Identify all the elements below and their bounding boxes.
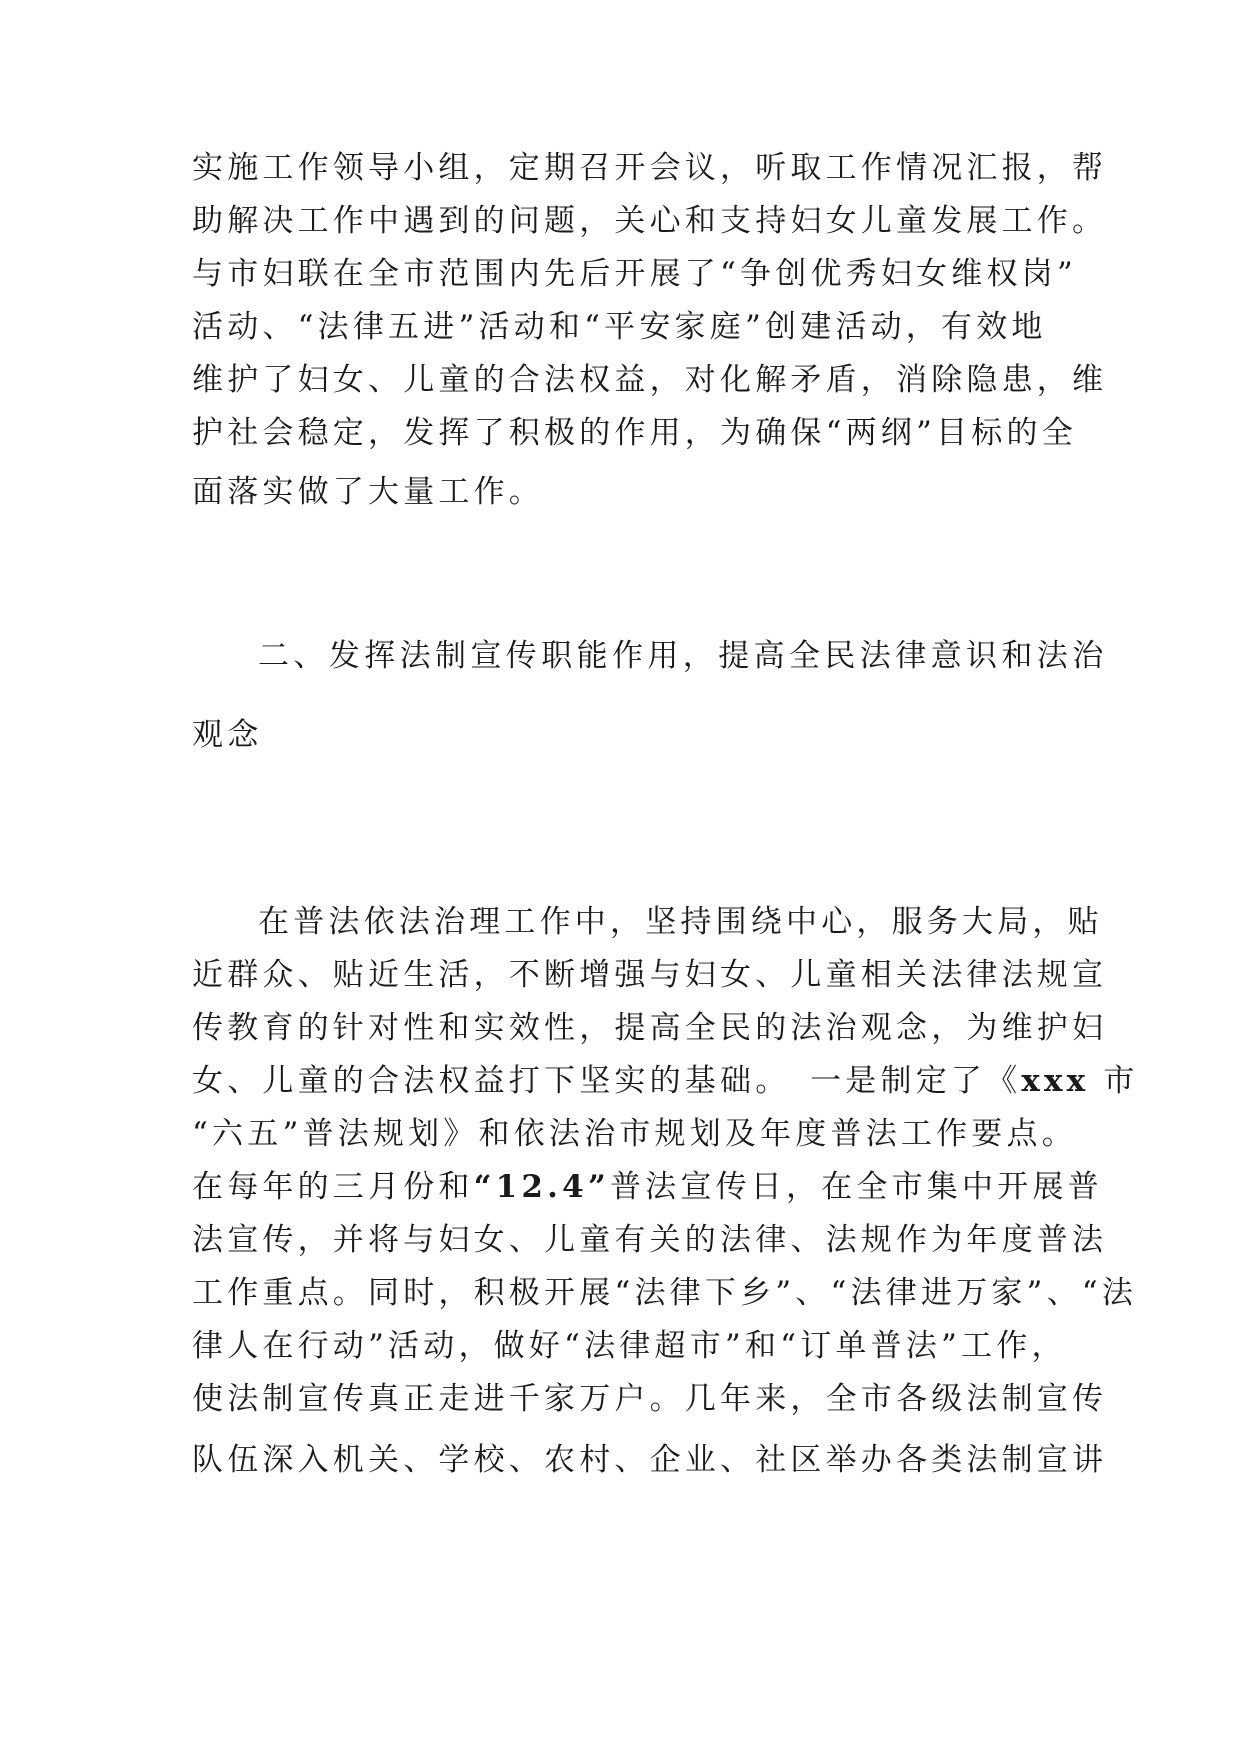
paragraph-2-line-3: 传教育的针对性和实效性，提高全民的法治观念，为维护妇 — [192, 1010, 1108, 1046]
paragraph-2-line-1: 在普法依法治理工作中，坚持围绕中心，服务大局，贴 — [258, 904, 1103, 940]
paragraph-1-line-5: 维护了妇女、儿童的合法权益，对化解矛盾，消除隐患，维 — [192, 362, 1108, 398]
paragraph-2-line-4 — [192, 1061, 1139, 1101]
law-day-date: “12.4” — [473, 1169, 610, 1205]
paragraph-1-line-4: 活动、“法律五进”活动和“平安家庭”创建活动，有效地 — [192, 309, 1047, 345]
section-heading-line-2: 观念 — [192, 717, 263, 753]
paragraph-2-line-9: 律人在行动”活动，做好“法律超市”和“订单普法”工作， — [192, 1328, 1067, 1364]
paragraph-2-line-8: 工作重点。同时，积极开展“法律下乡”、“法律进万家”、“法 — [192, 1275, 1138, 1311]
paragraph-1-line-1: 实施工作领导小组，定期召开会议，听取工作情况汇报，帮 — [192, 150, 1108, 186]
paragraph-1-line-7: 面落实做了大量工作。 — [192, 474, 544, 510]
paragraph-2-line-6-start: 在每年的三月份和 — [192, 1169, 474, 1205]
paragraph-2-line-4-end: 市 — [1089, 1063, 1139, 1099]
paragraph-2-line-6-end: 普法宣传日，在全市集中开展普 — [609, 1169, 1103, 1205]
paragraph-2-line-11: 队伍深入机关、学校、农村、企业、社区举办各类法制宣讲 — [192, 1442, 1108, 1478]
paragraph-2-line-5: “六五”普法规划》和依法治市规划及年度普法工作要点。 — [192, 1116, 1077, 1152]
paragraph-2-line-10: 使法制宣传真正走进千家万户。几年来，全市各级法制宣传 — [192, 1381, 1108, 1417]
paragraph-2-line-7: 法宣传，并将与妇女、儿童有关的法律、法规作为年度普法 — [192, 1222, 1108, 1258]
paragraph-1-line-3: 与市妇联在全市范围内先后开展了“争创优秀妇女维权岗” — [192, 256, 1077, 292]
paragraph-2-line-4-text: 女、儿童的合法权益打下坚实的基础。 一是制定了《 — [192, 1063, 1022, 1099]
paragraph-1-line-2: 助解决工作中遇到的问题，关心和支持妇女儿童发展工作。 — [192, 203, 1108, 239]
paragraph-2-line-2: 近群众、贴近生活，不断增强与妇女、儿童相关法律法规宣 — [192, 957, 1108, 993]
section-heading-line-1: 二、发挥法制宣传职能作用，提高全民法律意识和法治 — [258, 638, 1108, 674]
paragraph-2-line-6 — [192, 1167, 1103, 1207]
paragraph-1-line-6: 护社会稳定，发挥了积极的作用，为确保“两纲”目标的全 — [192, 415, 1077, 451]
city-placeholder: xxx — [1021, 1063, 1090, 1099]
